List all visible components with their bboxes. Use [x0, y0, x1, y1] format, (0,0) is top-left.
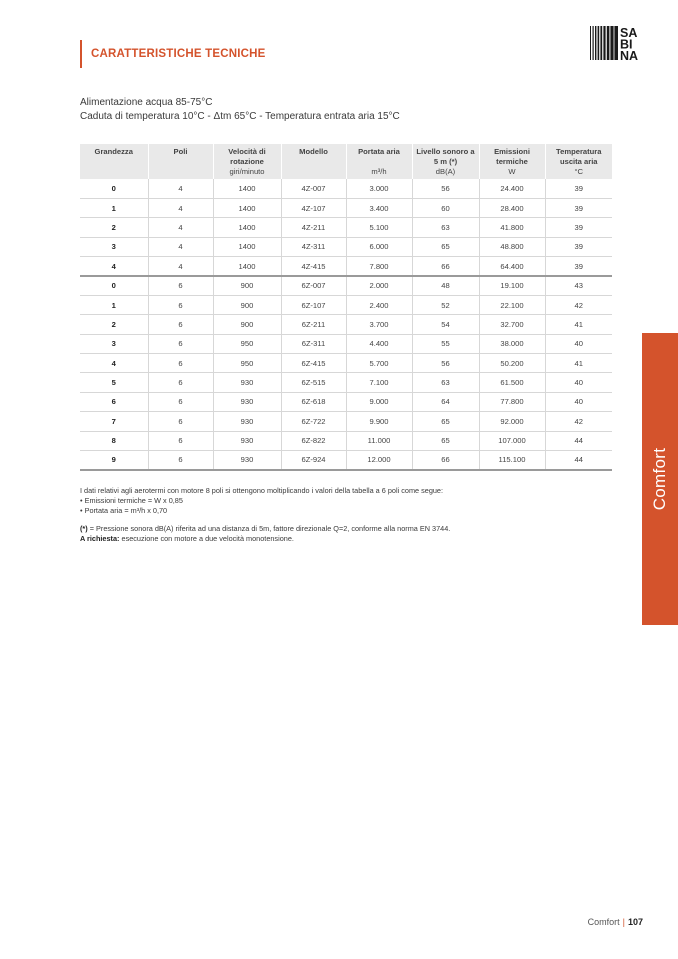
- cell-temperatura: 39: [545, 218, 612, 237]
- cell-portata: 12.000: [346, 450, 412, 469]
- cell-emissioni: 22.100: [479, 295, 545, 314]
- cell-grandezza: 6: [80, 392, 148, 411]
- cell-temperatura: 40: [545, 334, 612, 353]
- cell-temperatura: 44: [545, 450, 612, 469]
- cell-emissioni: 48.800: [479, 237, 545, 256]
- table-row: [80, 237, 612, 256]
- unit-emissioni: W: [508, 167, 516, 176]
- cell-modello: 4Z-415: [281, 257, 346, 276]
- cell-livello: 65: [412, 237, 479, 256]
- note-bullet-airflow: • Portata aria = m³/h x 0,70: [80, 506, 168, 515]
- cell-livello: 60: [412, 198, 479, 217]
- sabiana-logo: [588, 24, 648, 62]
- logo-text-3: NA: [620, 49, 639, 62]
- cell-livello: 66: [412, 257, 479, 276]
- cell-grandezza: 1: [80, 198, 148, 217]
- table-body: [80, 179, 612, 470]
- cell-poli: 4: [148, 198, 213, 217]
- table-row: [80, 450, 612, 469]
- table-row: [80, 257, 612, 276]
- table-row: [80, 392, 612, 411]
- cell-livello: 66: [412, 450, 479, 469]
- cell-livello: 65: [412, 431, 479, 450]
- page-footer: [588, 917, 643, 927]
- cell-temperatura: 44: [545, 431, 612, 450]
- cell-grandezza: 9: [80, 450, 148, 469]
- table-header-row: [80, 144, 612, 179]
- notes-block: [80, 486, 450, 544]
- cell-modello: 6Z-415: [281, 354, 346, 373]
- cell-grandezza: 2: [80, 315, 148, 334]
- cell-velocita: 900: [213, 276, 281, 295]
- cell-temperatura: 39: [545, 198, 612, 217]
- cell-modello: 4Z-007: [281, 179, 346, 198]
- cell-emissioni: 92.000: [479, 412, 545, 431]
- cell-poli: 4: [148, 179, 213, 198]
- col-header-grandezza: Grandezza: [80, 144, 148, 179]
- side-section-tab[interactable]: [642, 333, 678, 625]
- cell-velocita: 1400: [213, 218, 281, 237]
- col-header-livello: Livello sonoro a 5 m (*) dB(A): [412, 144, 479, 179]
- table-row: [80, 334, 612, 353]
- table-row: [80, 431, 612, 450]
- note-footnote: [80, 524, 450, 534]
- cell-portata: 3.400: [346, 198, 412, 217]
- cell-modello: 4Z-211: [281, 218, 346, 237]
- cell-portata: 3.700: [346, 315, 412, 334]
- cell-grandezza: 3: [80, 237, 148, 256]
- intro-text: [80, 96, 400, 123]
- cell-temperatura: 42: [545, 295, 612, 314]
- cell-poli: 6: [148, 450, 213, 469]
- cell-temperatura: 41: [545, 354, 612, 373]
- footer-section: Comfort: [587, 917, 620, 927]
- cell-emissioni: 24.400: [479, 179, 545, 198]
- cell-poli: 6: [148, 412, 213, 431]
- cell-livello: 54: [412, 315, 479, 334]
- note-multiplier: I dati relativi agli aerotermi con motore 8 poli si ottengono moltiplicando i valori della tabella a 6 poli come segue:: [80, 486, 444, 495]
- cell-poli: 6: [148, 334, 213, 353]
- cell-modello: 6Z-107: [281, 295, 346, 314]
- cell-emissioni: 38.000: [479, 334, 545, 353]
- intro-line-supply: Alimentazione acqua 85-75°C: [80, 97, 213, 108]
- cell-velocita: 950: [213, 334, 281, 353]
- footnote-text: = Pressione sonora dB(A) riferita ad una distanza di 5m, fattore direzionale Q=2, conforme alla norma EN 3744.: [87, 524, 451, 533]
- cell-poli: 6: [148, 392, 213, 411]
- cell-modello: 6Z-007: [281, 276, 346, 295]
- cell-grandezza: 5: [80, 373, 148, 392]
- cell-temperatura: 43: [545, 276, 612, 295]
- cell-livello: 64: [412, 392, 479, 411]
- cell-emissioni: 61.500: [479, 373, 545, 392]
- cell-poli: 4: [148, 218, 213, 237]
- cell-emissioni: 77.800: [479, 392, 545, 411]
- logo-text-1: SA: [620, 26, 638, 40]
- col-header-poli: Poli: [148, 144, 213, 179]
- cell-modello: 6Z-618: [281, 392, 346, 411]
- cell-livello: 55: [412, 334, 479, 353]
- cell-velocita: 950: [213, 354, 281, 373]
- cell-portata: 9.000: [346, 392, 412, 411]
- on-request-text: esecuzione con motore a due velocità monotensione.: [119, 534, 294, 543]
- cell-temperatura: 40: [545, 392, 612, 411]
- cell-temperatura: 42: [545, 412, 612, 431]
- cell-portata: 2.400: [346, 295, 412, 314]
- table-row: [80, 198, 612, 217]
- cell-poli: 6: [148, 431, 213, 450]
- cell-portata: 7.100: [346, 373, 412, 392]
- cell-livello: 63: [412, 218, 479, 237]
- side-tab-label: Comfort: [650, 447, 669, 511]
- cell-emissioni: 115.100: [479, 450, 545, 469]
- cell-velocita: 930: [213, 412, 281, 431]
- cell-emissioni: 32.700: [479, 315, 545, 334]
- cell-emissioni: 19.100: [479, 276, 545, 295]
- table-row: [80, 295, 612, 314]
- col-header-temperatura: Temperatura uscita aria °C: [545, 144, 612, 179]
- col-header-emissioni: Emissioni termiche W: [479, 144, 545, 179]
- cell-temperatura: 39: [545, 179, 612, 198]
- cell-poli: 6: [148, 354, 213, 373]
- table-row: [80, 218, 612, 237]
- table-row: [80, 315, 612, 334]
- page-title: CARATTERISTICHE TECNICHE: [91, 48, 266, 60]
- cell-modello: 4Z-311: [281, 237, 346, 256]
- cell-emissioni: 107.000: [479, 431, 545, 450]
- col-header-portata: Portata aria m³/h: [346, 144, 412, 179]
- col-header-modello: Modello: [281, 144, 346, 179]
- cell-portata: 11.000: [346, 431, 412, 450]
- table-row: [80, 179, 612, 198]
- cell-emissioni: 41.800: [479, 218, 545, 237]
- page-number: 107: [627, 917, 643, 927]
- cell-livello: 63: [412, 373, 479, 392]
- cell-temperatura: 41: [545, 315, 612, 334]
- table-row: [80, 354, 612, 373]
- cell-modello: 6Z-311: [281, 334, 346, 353]
- cell-temperatura: 39: [545, 237, 612, 256]
- cell-poli: 6: [148, 295, 213, 314]
- cell-poli: 4: [148, 257, 213, 276]
- cell-modello: 6Z-211: [281, 315, 346, 334]
- cell-grandezza: 4: [80, 354, 148, 373]
- table-row: [80, 373, 612, 392]
- cell-portata: 4.400: [346, 334, 412, 353]
- cell-grandezza: 4: [80, 257, 148, 276]
- cell-livello: 56: [412, 354, 479, 373]
- table-row: [80, 276, 612, 295]
- cell-velocita: 1400: [213, 198, 281, 217]
- cell-velocita: 930: [213, 373, 281, 392]
- cell-grandezza: 3: [80, 334, 148, 353]
- table-row: [80, 412, 612, 431]
- cell-livello: 48: [412, 276, 479, 295]
- cell-portata: 5.700: [346, 354, 412, 373]
- cell-livello: 65: [412, 412, 479, 431]
- unit-livello: dB(A): [435, 167, 456, 176]
- unit-velocita: giri/minuto: [229, 167, 265, 176]
- cell-portata: 9.900: [346, 412, 412, 431]
- cell-velocita: 930: [213, 431, 281, 450]
- logo-text-2: BI: [620, 37, 633, 52]
- cell-modello: 6Z-515: [281, 373, 346, 392]
- cell-velocita: 930: [213, 392, 281, 411]
- footer-separator: |: [622, 917, 625, 927]
- cell-grandezza: 8: [80, 431, 148, 450]
- cell-poli: 6: [148, 373, 213, 392]
- cell-poli: 6: [148, 315, 213, 334]
- cell-portata: 2.000: [346, 276, 412, 295]
- note-on-request: [80, 534, 450, 544]
- cell-modello: 6Z-924: [281, 450, 346, 469]
- cell-temperatura: 39: [545, 257, 612, 276]
- cell-modello: 6Z-822: [281, 431, 346, 450]
- section-title-bar: [80, 40, 266, 68]
- note-bullet-emissions: • Emissioni termiche = W x 0,85: [80, 496, 183, 505]
- cell-livello: 52: [412, 295, 479, 314]
- cell-emissioni: 50.200: [479, 354, 545, 373]
- cell-modello: 4Z-107: [281, 198, 346, 217]
- cell-portata: 6.000: [346, 237, 412, 256]
- cell-portata: 7.800: [346, 257, 412, 276]
- cell-portata: 5.100: [346, 218, 412, 237]
- cell-livello: 56: [412, 179, 479, 198]
- cell-portata: 3.000: [346, 179, 412, 198]
- footnote-label: (*): [80, 524, 88, 533]
- unit-portata: m³/h: [371, 167, 387, 176]
- cell-poli: 4: [148, 237, 213, 256]
- cell-modello: 6Z-722: [281, 412, 346, 431]
- on-request-label: A richiesta:: [80, 534, 120, 543]
- unit-temperatura: °C: [574, 167, 584, 176]
- cell-poli: 6: [148, 276, 213, 295]
- cell-grandezza: 0: [80, 179, 148, 198]
- cell-grandezza: 0: [80, 276, 148, 295]
- cell-velocita: 1400: [213, 179, 281, 198]
- cell-grandezza: 1: [80, 295, 148, 314]
- cell-grandezza: 2: [80, 218, 148, 237]
- cell-velocita: 900: [213, 295, 281, 314]
- cell-grandezza: 7: [80, 412, 148, 431]
- cell-velocita: 1400: [213, 237, 281, 256]
- cell-temperatura: 40: [545, 373, 612, 392]
- intro-line-temperature: Caduta di temperatura 10°C - Δtm 65°C - Temperatura entrata aria 15°C: [80, 110, 400, 122]
- technical-specs-table: [80, 144, 612, 471]
- logo-stripes: [590, 26, 618, 60]
- cell-velocita: 900: [213, 315, 281, 334]
- cell-velocita: 930: [213, 450, 281, 469]
- cell-emissioni: 28.400: [479, 198, 545, 217]
- cell-velocita: 1400: [213, 257, 281, 276]
- col-header-velocita: Velocità di rotazione giri/minuto: [213, 144, 281, 179]
- cell-emissioni: 64.400: [479, 257, 545, 276]
